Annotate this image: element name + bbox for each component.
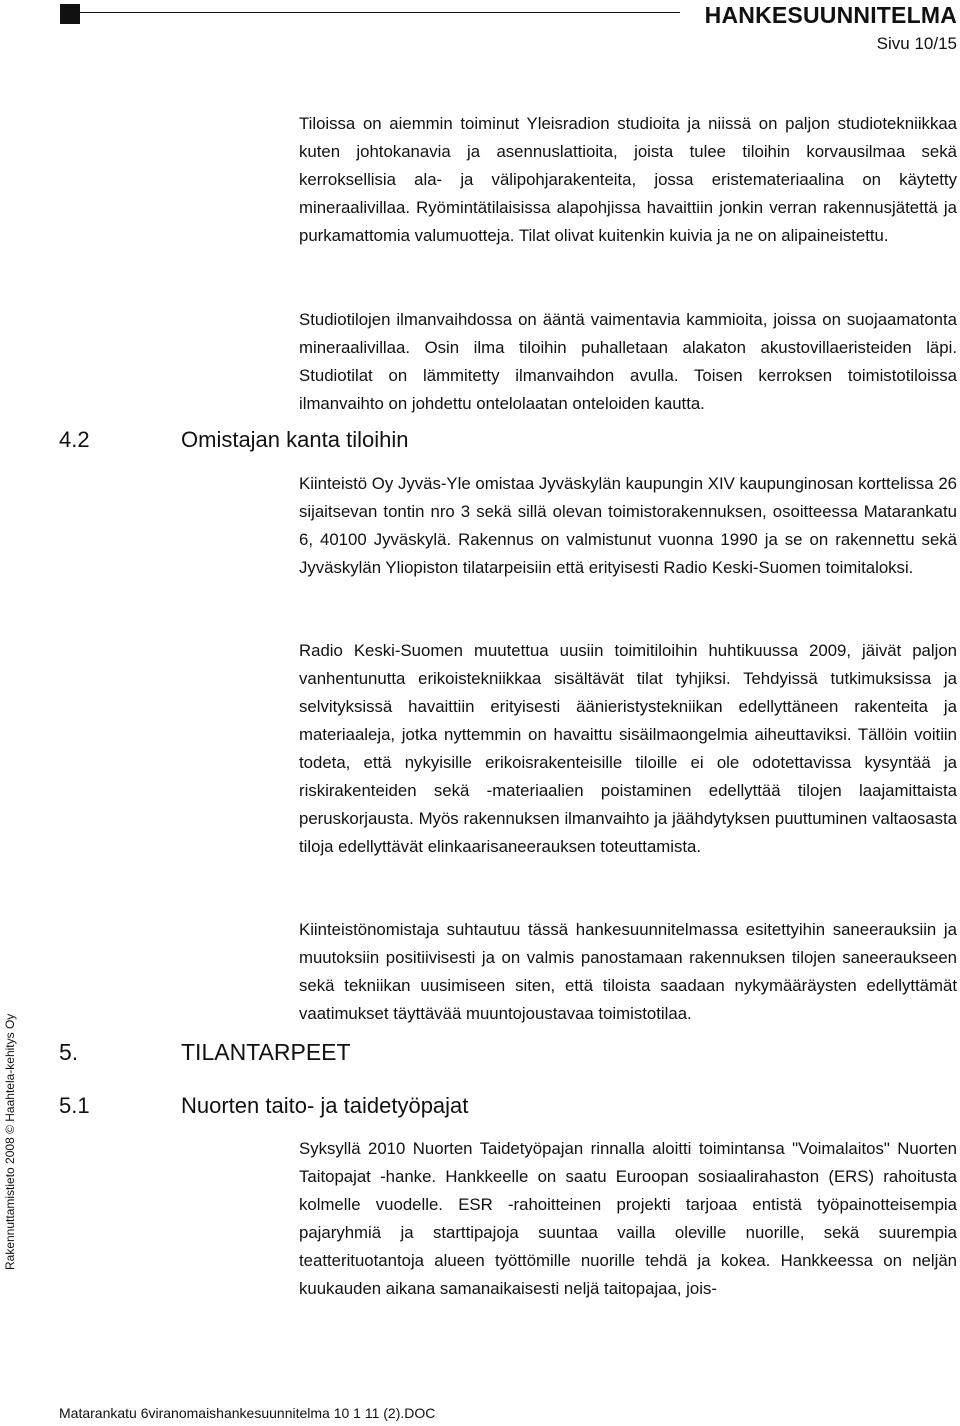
header-square <box>60 4 80 24</box>
section-title: Omistajan kanta tiloihin <box>181 427 409 452</box>
page-number: Sivu 10/15 <box>876 34 957 53</box>
section-title: Nuorten taito- ja taidetyöpajat <box>181 1093 469 1118</box>
section-heading-5-1 <box>59 1093 468 1119</box>
paragraph-studios: Tiloissa on aiemmin toiminut Yleisradion studioita ja niissä on paljon studiotekniikkaa kuten johtokanavia ja asennuslattioita, joista tulee tiloihin korvausilmaa sekä kerroksellisia ala- ja välipohjarakenteita, jossa eristemateriaalina on käytetty mineraalivillaa. Ryömintätilaisissa alapohjissa havaittiin jonkin verran rakennusjätettä ja purkamattomia valumuotteja. Tilat olivat kuitenkin kuivia ja ne on alipaineistettu. <box>299 114 957 245</box>
paragraph-ventilation: Studiotilojen ilmanvaihdossa on ääntä vaimentavia kammioita, joissa on suojaamatonta mineraalivillaa. Osin ilma tiloihin puhalletaan alakaton akustovillaeristeiden läpi. Studiotilat on lämmitetty ilmanvaihdon avulla. Toisen kerroksen toimistotiloissa ilmanvaihto on johdettu ontelolaatan onteloiden kautta. <box>299 310 957 413</box>
paragraph-owner-attitude: Kiinteistönomistaja suhtautuu tässä hankesuunnitelmassa esitettyihin saneerauksiin ja muutoksiin positiivisesti ja on valmis panostamaan rakennuksen tilojen saneeraukseen sekä tekniikan uusimiseen siten, että tiloista saadaan nykymääräysten edellyttämät vaatimukset täyttävää muuntojoustavaa toimistotilaa. <box>299 920 957 1023</box>
section-heading-5 <box>59 1039 351 1066</box>
document-title: HANKESUUNNITELMA <box>704 2 957 28</box>
paragraph-workshops: Syksyllä 2010 Nuorten Taidetyöpajan rinnalla aloitti toimintansa "Voimalaitos" Nuorten Taitopajat -hanke. Hankkeelle on saatu Euroopan sosiaalirahaston (ERS) rahoitusta kolmelle vuodelle. ESR -rahoitteinen projekti tarjoaa entistä työpainotteisempia pajaryhmiä ja starttipajoja suuntaa vailla oleville nuorille, sekä suurempia teatterituotantoja alueen työttömille nuorille tehdä ja kokea. Hankkeessa on neljän kuukauden aikana samanaikaisesti neljä taitopajaa, jois- <box>299 1139 957 1298</box>
section-number: 5. <box>59 1039 79 1065</box>
section-title: TILANTARPEET <box>181 1039 351 1065</box>
copyright-sidebar: Rakennuttamistieto 2008 © Haahtela-kehitys Oy <box>3 1013 17 1270</box>
header-rule <box>80 12 680 13</box>
paragraph-ownership: Kiinteistö Oy Jyväs-Yle omistaa Jyväskylän kaupungin XIV kaupunginosan korttelissa 26 sijaitsevan tontin nro 3 sekä sillä olevan toimistorakennuksen, osoitteessa Matarankatu 6, 40100 Jyväskylä. Rakennus on valmistunut vuonna 1990 ja se on rakennettu sekä Jyväskylän Yliopiston tilatarpeisiin että erityisesti Radio Keski-Suomen toimitaloksi. <box>299 474 957 577</box>
section-heading-4-2 <box>59 427 408 453</box>
paragraph-radio-move: Radio Keski-Suomen muutettua uusiin toimitiloihin huhtikuussa 2009, jäivät paljon vanhentunutta erikoistekniikkaa sisältävät tilat tyhjiksi. Tehdyissä tutkimuksissa ja selvityksissä havaittiin erityisesti äänieristystekniikan edellyttäneen rakenteita ja materiaaleja, jotka nyttemmin on havaittu sisäilmaongelmia aiheuttaviksi. Tällöin voitiin todeta, että nykyisille erikoisrakenteisille tiloille ei ole odotettavissa kysyntää ja riskirakenteiden sekä -materiaalien poistaminen edellyttää tilojen laajamittaista peruskorjausta. Myös rakennuksen ilmanvaihto ja jäähdytyksen puuttuminen valtaosasta tiloja edellyttävät elinkaarisaneerauksen toteuttamista. <box>299 641 957 856</box>
section-number: 5.1 <box>59 1093 90 1118</box>
section-number: 4.2 <box>59 427 90 452</box>
footer-filename: Matarankatu 6viranomaishankesuunnitelma 10 1 11 (2).DOC <box>59 1405 436 1421</box>
